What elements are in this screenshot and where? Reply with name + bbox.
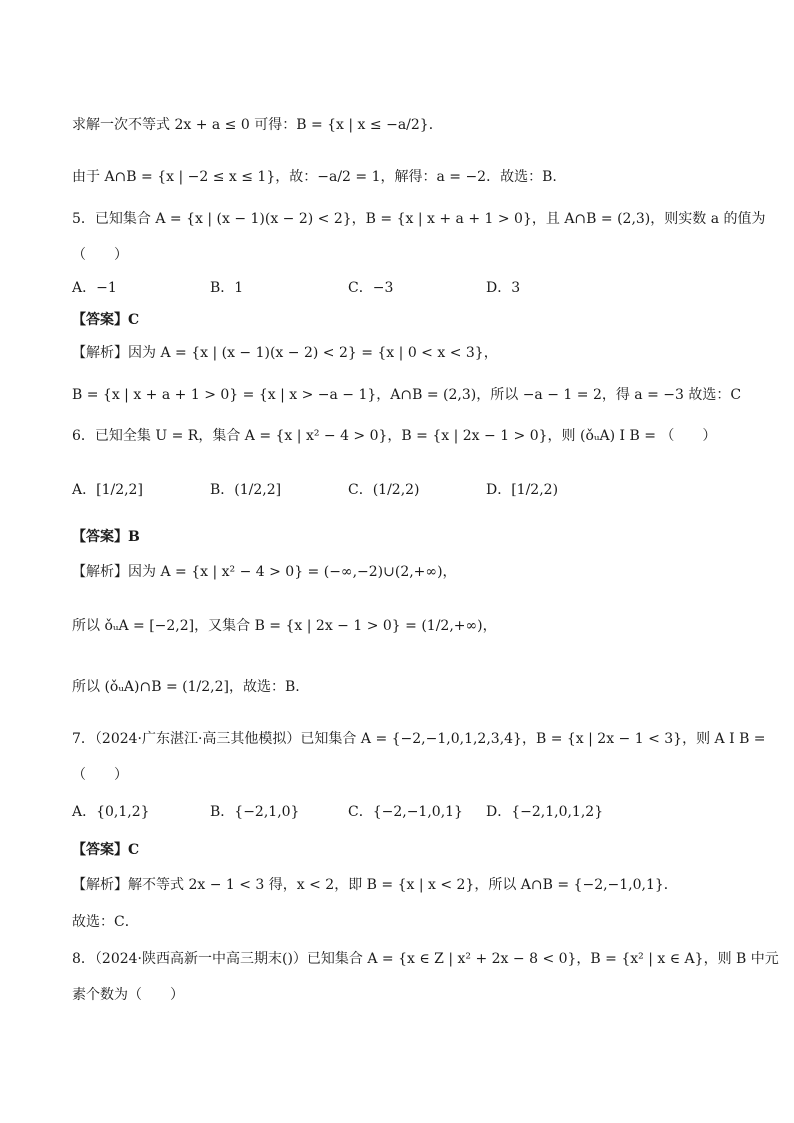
question-5-options [72, 276, 734, 300]
question-7-analysis-1: 【解析】解不等式 2x − 1 < 3 得，x < 2，即 B = {x | x < 2}，所以 A∩B = {−2,−1,0,1}． [72, 877, 678, 893]
question-5-analysis-2: B = {x | x + a + 1 > 0} = {x | x > −a − 1}，A∩B = (2,3)，所以 −a − 1 = 2，得 a = −3 故选：C [72, 387, 742, 403]
q7-option-b: B．{−2,1,0} [210, 804, 300, 820]
question-7-analysis-2: 故选：C． [72, 914, 139, 930]
q5-option-a: A．−1 [72, 280, 117, 296]
question-7-stem: 7．（2024·广东湛江·高三其他模拟）已知集合 A = {−2,−1,0,1,2,3,4}，B = {x | 2x − 1 < 3}，则 A I B = [72, 731, 766, 747]
q6-option-b: B．(1/2,2] [210, 482, 282, 498]
question-7-paren: （ ） [72, 767, 128, 783]
question-5-paren: （ ） [72, 247, 128, 263]
question-6-answer: 【答案】B [72, 529, 140, 545]
question-7-answer: 【答案】C [72, 842, 140, 858]
question-7-options [72, 800, 734, 824]
q5-option-d: D．3 [486, 280, 521, 296]
q7-option-a: A．{0,1,2} [72, 804, 150, 820]
question-6-analysis-1: 【解析】因为 A = {x | x² − 4 > 0} = (−∞,−2)∪(2,+∞)， [72, 564, 457, 580]
q6-option-a: A．[1/2,2] [72, 482, 143, 498]
question-6-stem: 6．已知全集 U = R，集合 A = {x | x² − 4 > 0}，B = {x | 2x − 1 > 0}，则 (ǒᵤA) I B = （ ） [72, 428, 717, 444]
question-8-stem: 8．（2024·陕西高新一中高三期末()）已知集合 A = {x ∈ Z | x² + 2x − 8 < 0}，B = {x² | x ∈ A}，则 B 中元 [72, 951, 779, 967]
solution-line-2: 由于 A∩B = {x | −2 ≤ x ≤ 1}，故：−a/2 = 1，解得：a = −2．故选：B. [72, 169, 557, 185]
question-6-analysis-3: 所以 (ǒᵤA)∩B = (1/2,2]，故选：B. [72, 679, 300, 695]
solution-line-1: 求解一次不等式 2x + a ≤ 0 可得：B = {x | x ≤ −a/2}． [72, 117, 443, 133]
question-5-analysis-1: 【解析】因为 A = {x | (x − 1)(x − 2) < 2} = {x | 0 < x < 3}， [72, 345, 498, 361]
q6-option-c: C．(1/2,2) [348, 482, 420, 498]
question-5-stem: 5．已知集合 A = {x | (x − 1)(x − 2) < 2}，B = {x | x + a + 1 > 0}，且 A∩B = (2,3)，则实数 a 的值为 [72, 211, 766, 227]
question-6-analysis-2: 所以 ǒᵤA = [−2,2]，又集合 B = {x | 2x − 1 > 0} = (1/2,+∞)， [72, 618, 497, 634]
question-6-options [72, 478, 734, 502]
question-8-stem-continued: 素个数为（ ） [72, 987, 184, 1003]
q5-option-c: C．−3 [348, 280, 394, 296]
q6-option-d: D．[1/2,2) [486, 482, 559, 498]
q5-option-b: B．1 [210, 280, 244, 296]
q7-option-c: C．{−2,−1,0,1} [348, 804, 463, 820]
q7-option-d: D．{−2,1,0,1,2} [486, 804, 604, 820]
question-5-answer: 【答案】C [72, 312, 140, 328]
